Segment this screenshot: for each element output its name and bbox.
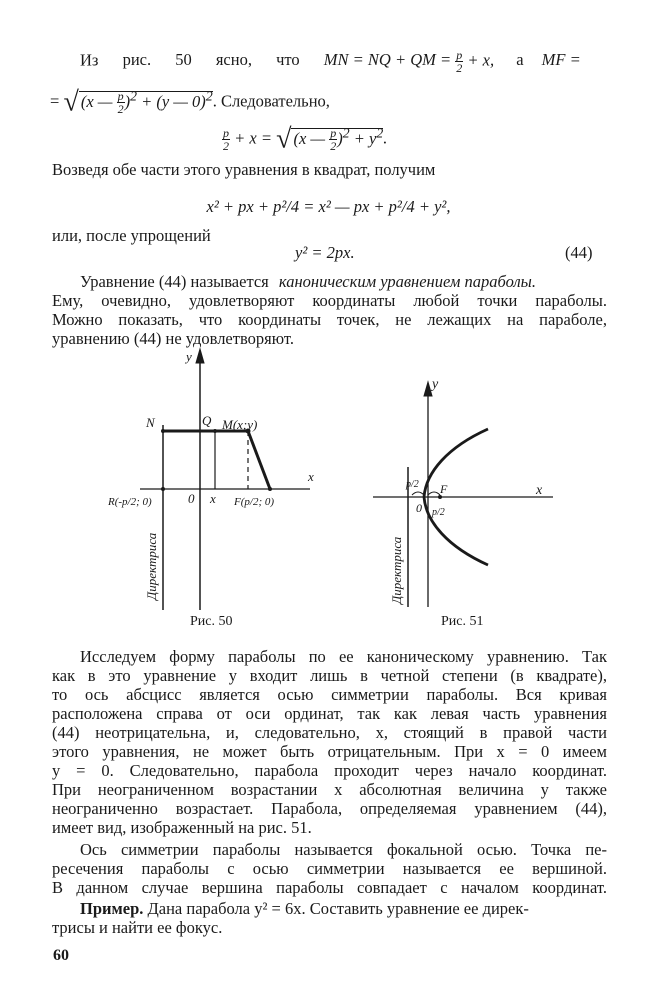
intro-line-1 [80,49,640,74]
label-x: x [536,483,543,498]
label-f: F(p/2; 0) [234,496,275,508]
y-axis-arrow-icon [424,382,432,396]
radicand: (x — $\frac{p}{2}$ )$^2 + y^2$ [293,125,384,154]
label-n: N [146,415,155,430]
example-text: Дана парабола y² = 6x. Составить уравнение ее дирек- [147,899,529,918]
para3-line-6: этого уравнения, не может быть отрицательным. При x = 0 имеем [52,742,607,761]
para4-line-2: ресечения параболы с осью симметрии называется ее вершиной. [52,859,607,878]
focus-distance-marks [412,492,440,495]
fraction-p-2: $\frac{p}{2}$ [223,126,229,154]
para3-line-2: как в это уравнение y входит лишь в четной степени (в квадрате), [52,666,607,685]
text: Уравнение (44) называется [80,272,269,291]
intro-line-3: $\frac{p}{2}$ + x = √ (x — $\frac{p}{2}$ )$^2 + y^2$. [223,123,388,155]
label-r: R(-p/2; 0) [108,496,152,508]
segment-mf [248,431,270,489]
para1-text: Возведя обе части этого уравнения в квадрат, получим [52,160,436,179]
y-axis-arrow-icon [196,349,204,363]
para3-line-5: (44) неотрицательна, и, следовательно, x, стоящий в правой части [52,723,607,742]
formula-plus-x: + x, [467,50,495,70]
equation-44: y² = 2px. [295,243,355,262]
page-number: 60 [53,947,69,964]
label-q: Q [202,413,212,428]
label-directrix: Директриса [389,536,404,604]
equals: = [50,91,60,111]
equation-expanded: x² + px + p²/4 = x² — px + p²/4 + y², [206,197,451,216]
para3-line-8: При неограниченном возрастании x абсолютная величина y также [52,780,607,799]
point-r [161,487,165,491]
plus-x-eq: + x = [234,128,272,148]
label-directrix: Директриса [144,532,159,600]
label-origin: 0 [188,491,195,506]
word: рис. [122,50,152,70]
example-label: Пример. [80,899,144,918]
term-canonical: каноническим уравнением параболы. [278,272,536,291]
label-x: x [308,469,314,484]
point-f [268,487,272,491]
para3-line-1: Исследуем форму параболы по ее каноническому уравнению. Так [80,647,607,666]
point-q [213,429,217,433]
para2-line-3: Можно показать, что координаты точек, не лежащих на параболе, [52,310,607,329]
para2-line-4: уравнению (44) не удовлетворяют. [52,329,294,348]
example-line-2: трисы и найти ее фокус. [52,918,223,937]
formula-mf: MF = [541,50,581,70]
figure-51 [368,372,568,612]
para4-line-3: В данном случае вершина параболы совпадает с началом координат. [52,878,607,897]
para4-line-1: Ось симметрии параболы называется фокальной осью. Точка пе- [80,840,607,859]
para3-line-4: расположена справа от оси ординат, так как левая часть уравнения [52,704,607,723]
radicand: (x — $\frac{p}{2}$ )$^2$ + (y — 0)$^2$ [80,88,213,117]
intro-line-2 [50,86,330,118]
equation-44-number: (44) [565,243,593,262]
para3-line-10: имеет вид, изображенный на рис. 51. [52,818,312,837]
para3-line-9: неограниченно возрастает. Парабола, определяемая уравнением (44), [52,799,607,818]
para3-line-7: y = 0. Следовательно, парабола проходит через начало координат. [52,761,607,780]
para2-line-1 [80,272,536,292]
label-y: y [432,377,439,392]
label-origin: 0 [416,501,422,515]
formula-mn: MN = NQ + QM = [323,50,452,70]
word: 50 [175,50,192,70]
caption-fig-50: Рис. 50 [190,614,233,629]
word: что [276,50,300,70]
text-sledovatelno: . Следовательно, [212,91,330,111]
word: ясно, [215,50,252,70]
label-y: y [186,349,192,364]
para1-after: или, после упрощений [52,226,211,245]
label-focus: F [440,482,448,496]
para2-line-2: Ему, очевидно, удовлетворяют координаты любой точки параболы. [52,291,607,310]
fraction-p-2: $\frac{p}{2}$ [456,48,463,75]
caption-fig-51: Рис. 51 [441,614,484,629]
label-m: M(x;y) [222,417,258,432]
label-p-half-up: p/2 [406,479,419,490]
word: Из [80,50,99,70]
example-line-1 [80,899,529,919]
label-x-tick: x [210,491,216,506]
point-n [161,429,165,433]
sqrt-icon: √ [276,123,292,155]
sqrt-icon: √ [63,86,79,118]
label-p-half-down: p/2 [432,507,445,518]
para3-line-3: то ось абсцисс является осью симметрии параболы. Вся кривая [52,685,607,704]
figure-50 [100,345,330,615]
word-a: а [516,50,524,70]
